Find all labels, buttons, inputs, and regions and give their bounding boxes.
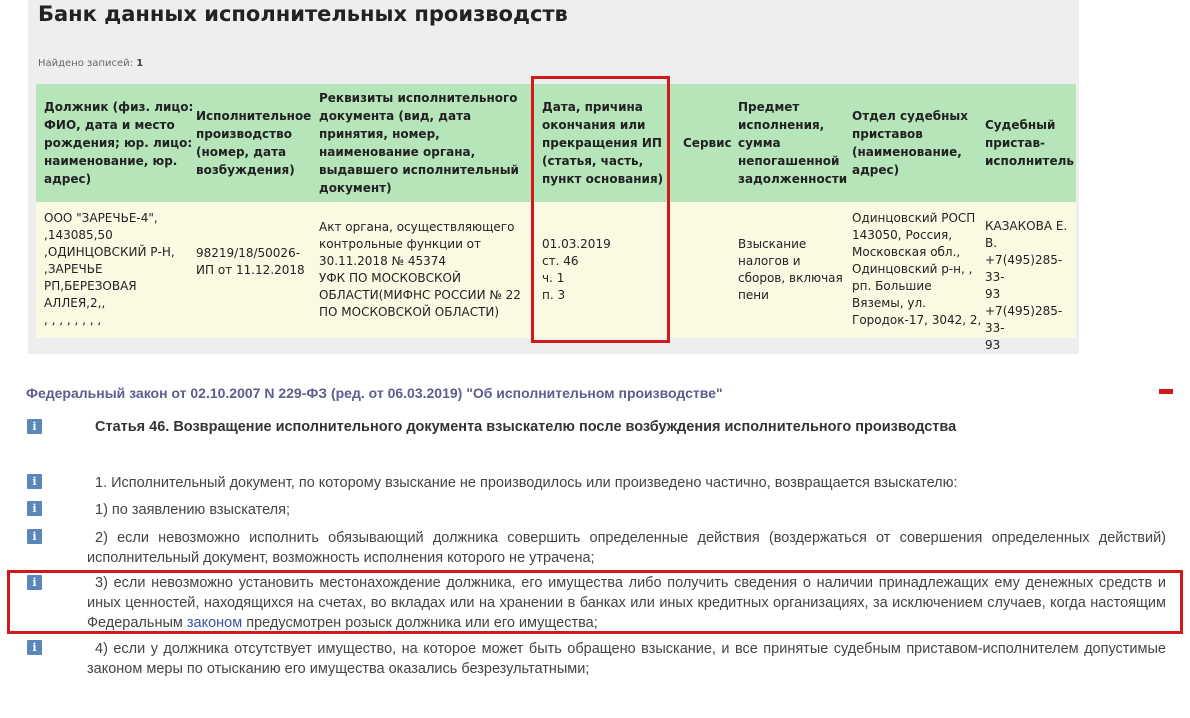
paragraph-2: 1) по заявлению взыскателя; <box>95 502 291 518</box>
paragraph-1: 1. Исполнительный документ, по которому взыскание не производилось или произведено частично, возвращается взыскателю: <box>95 475 958 491</box>
info-icon[interactable]: i <box>27 640 42 655</box>
cell-bailiff: КАЗАКОВА Е. В. +7(495)285-33- 93 +7(495)285-33- 93 <box>985 219 1068 352</box>
records-found-label: Найдено записей: <box>38 58 134 69</box>
records-found <box>38 58 143 69</box>
header-subject[interactable]: Предмет исполнения, сумма непогашенной задолженности <box>738 100 848 186</box>
info-icon[interactable]: i <box>27 575 42 590</box>
header-department[interactable]: Отдел судебных приставов (наименование, адрес) <box>852 109 968 177</box>
cell-end-reason: 01.03.2019 ст. 46 ч. 1 п. 3 <box>542 237 611 302</box>
cell-document: Акт органа, осуществляющего контрольные функции от 30.11.2018 № 45374 УФК ПО МОСКОВСКОЙ ОБЛАСТИ(МИФНС РОССИИ № 22 ПО МОСКОВСКОЙ ОБЛАСТИ) <box>319 220 521 319</box>
paragraph-3: 2) если невозможно исполнить обязывающий должника совершить определенные действия (воздержаться от совершения определенных действий) исполнительный документ, возможность исполнения которого не утрачена; <box>87 530 1166 566</box>
cell-department: Одинцовский РОСП 143050, Россия, Московская обл., Одинцовский р-н, , рп. Большие Вяземы, ул. Городок-17, 3042, 2, <box>852 211 982 327</box>
header-debtor[interactable]: Должник (физ. лицо: ФИО, дата и место рождения; юр. лицо: наименование, юр. адрес) <box>44 100 194 186</box>
header-end-reason[interactable]: Дата, причина окончания или прекращения ИП (статья, часть, пункт основания) <box>542 100 664 186</box>
red-marker-icon <box>1159 389 1173 394</box>
article-heading: Статья 46. Возвращение исполнительного документа взыскателю после возбуждения исполнительного производства <box>95 419 957 435</box>
highlight-end-column <box>531 76 670 343</box>
law-link[interactable]: законом <box>186 615 243 631</box>
cell-subject: Взыскание налогов и сборов, включая пени <box>738 237 843 302</box>
info-icon[interactable]: i <box>27 501 42 516</box>
info-icon[interactable]: i <box>27 474 42 489</box>
info-icon[interactable]: i <box>27 419 42 434</box>
header-document[interactable]: Реквизиты исполнительного документа (вид, дата принятия, номер, наименование органа, выдавшего исполнительный документ) <box>319 91 519 195</box>
cell-debtor: ООО "ЗАРЕЧЬЕ-4", ,143085,50 ,ОДИНЦОВСКИЙ Р-Н, ,ЗАРЕЧЬЕ РП,БЕРЕЗОВАЯ АЛЛЕЯ,2,, , , , , , , , , <box>44 211 175 327</box>
records-found-count: 1 <box>136 58 144 69</box>
page-title: Банк данных исполнительных производств <box>38 2 568 26</box>
law-title[interactable]: Федеральный закон от 02.10.2007 N 229-ФЗ (ред. от 06.03.2019) "Об исполнительном производстве" <box>26 385 723 401</box>
info-icon[interactable]: i <box>27 529 42 544</box>
paragraph-4: 3) если невозможно установить местонахождение должника, его имущества либо получить сведения о наличии принадлежащих ему денежных средств и иных ценностей, находящихся на счетах, во вкладах или на хранении в банках или иных кредитных организациях, за исключением случаев, когда настоящим Федеральным законом предусмотрен розыск должника или его имущества; <box>87 575 1166 631</box>
header-proceeding[interactable]: Исполнительное производство (номер, дата возбуждения) <box>196 109 312 177</box>
cell-proceeding[interactable]: 98219/18/50026- ИП от 11.12.2018 <box>196 246 305 277</box>
highlight-paragraph-3 <box>7 570 1183 634</box>
header-service[interactable]: Сервис <box>683 136 732 150</box>
header-bailiff[interactable]: Судебный пристав-исполнитель <box>985 118 1075 168</box>
paragraph-5: 4) если у должника отсутствует имущество, на которое может быть обращено взыскание, и все принятые судебным приставом-исполнителем допустимые законом меры по отысканию его имущества оказались безрезультатными; <box>87 641 1166 677</box>
